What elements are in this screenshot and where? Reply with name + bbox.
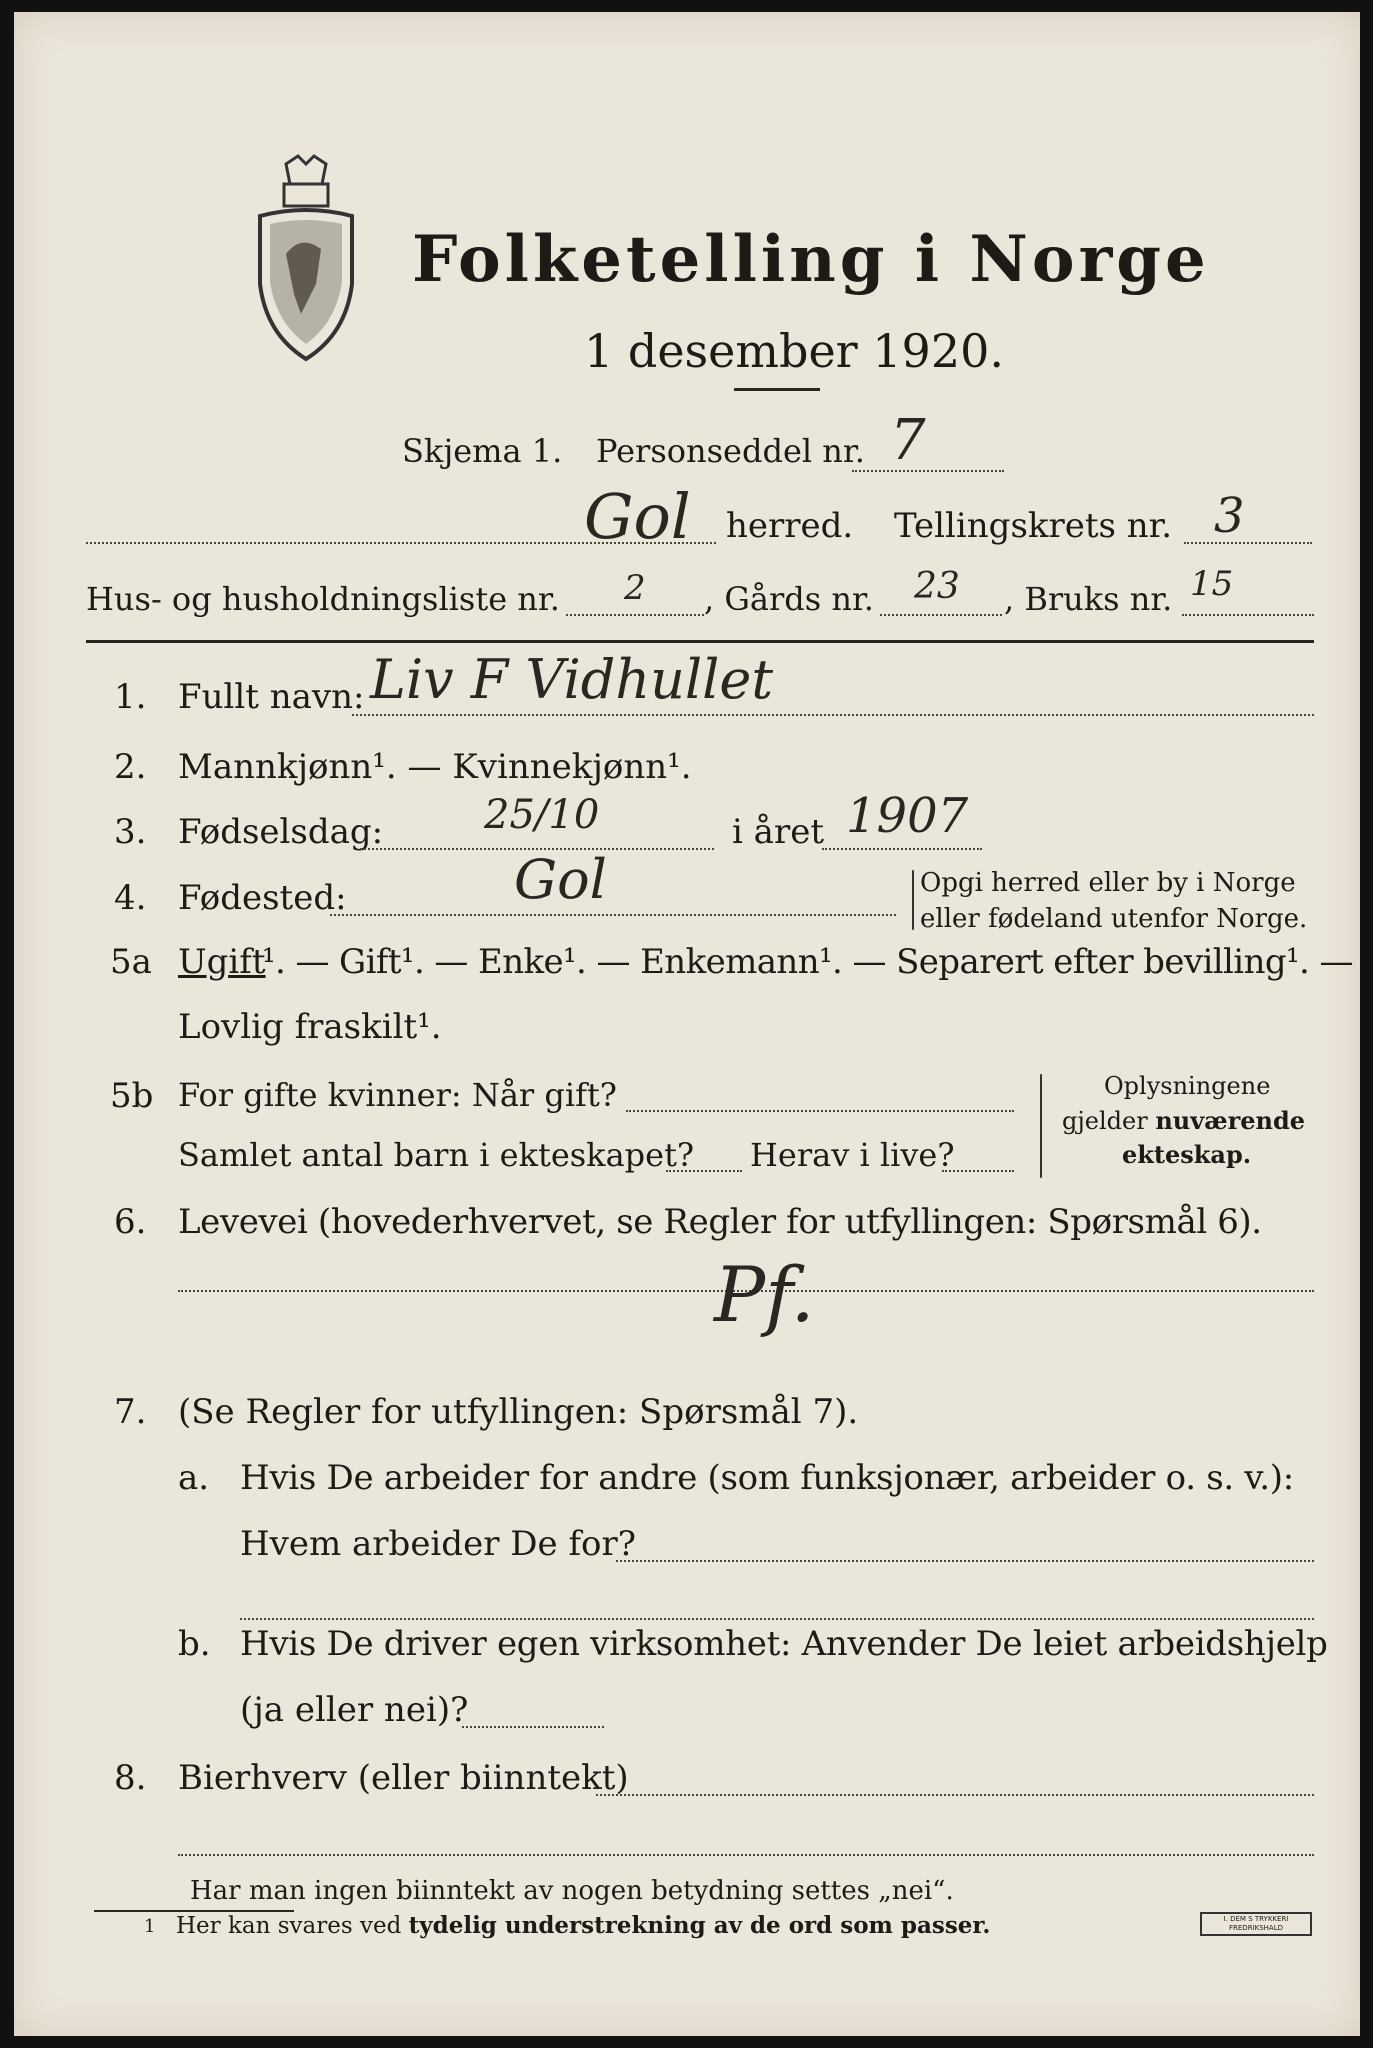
gards-value: 23	[914, 566, 960, 607]
q4-number: 4.	[114, 878, 147, 918]
q7a-line1: Hvis De arbeider for andre (som funksjonær, arbeider o. s. v.):	[240, 1458, 1294, 1498]
q1-line	[352, 714, 1314, 716]
bruks-line	[1182, 614, 1314, 616]
skjema-label: Skjema 1.	[402, 432, 563, 470]
q4-value: Gol	[514, 848, 607, 911]
q5b-children-label: Samlet antal barn i ekteskapet?	[178, 1136, 695, 1174]
q5b-alive-line	[942, 1170, 1014, 1172]
q8-extra-line	[178, 1854, 1314, 1856]
q8-label: Bierhverv (eller biinntekt)	[178, 1758, 629, 1798]
bruks-label: , Bruks nr.	[1004, 580, 1173, 618]
form-title: Folketelling i Norge	[412, 222, 1210, 297]
title-divider	[734, 388, 820, 391]
hus-value: 2	[624, 568, 646, 608]
q7-number: 7.	[114, 1392, 147, 1432]
q5b-children-line	[666, 1170, 742, 1172]
q8-line	[596, 1794, 1314, 1796]
q5b-note1: Oplysningene	[1104, 1072, 1271, 1100]
q1-value: Liv F Vidhullet	[370, 648, 774, 711]
gards-label: , Gårds nr.	[704, 580, 874, 618]
footnote-text-a: Her kan svares ved	[176, 1913, 409, 1939]
tellingskrets-line	[1184, 542, 1312, 544]
q6-number: 6.	[114, 1202, 147, 1242]
q5b-line1: For gifte kvinner: Når gift?	[178, 1076, 617, 1114]
q6-label: Levevei (hovederhvervet, se Regler for utfyllingen: Spørsmål 6).	[178, 1202, 1262, 1242]
hus-label: Hus- og husholdningsliste nr.	[86, 580, 560, 618]
printer-stamp-line2: FREDRIKSHALD	[1228, 1924, 1283, 1932]
q7-label: (Se Regler for utfyllingen: Spørsmål 7).	[178, 1392, 859, 1432]
q3-year-label: i året	[732, 812, 824, 852]
q5b-alive-label: Herav i live?	[750, 1136, 955, 1174]
q7a-extra-line	[240, 1618, 1314, 1620]
printer-stamp-line1: I. DEM S TRYKKERI	[1223, 1915, 1289, 1923]
q3-year-value: 1907	[846, 788, 969, 844]
bruks-value: 15	[1190, 564, 1234, 604]
form-date: 1 desember 1920.	[584, 324, 1004, 378]
q4-line	[330, 914, 896, 916]
q2-label: Mannkjønn¹. — Kvinnekjønn¹.	[178, 747, 692, 787]
q8-number: 8.	[114, 1758, 147, 1798]
footer-note: Har man ingen biinntekt av nogen betydning settes „nei“.	[190, 1876, 954, 1906]
q5b-note3: ekteskap.	[1122, 1140, 1252, 1169]
q7b-line2: (ja eller nei)?	[240, 1690, 469, 1730]
q7b-line1: Hvis De driver egen virksomhet: Anvender De leiet arbeidshjelp	[240, 1624, 1328, 1664]
footnote-text	[176, 1912, 990, 1939]
printer-stamp	[1200, 1912, 1312, 1936]
personseddel-label: Personseddel nr.	[596, 432, 865, 470]
q7a-line2: Hvem arbeider De for?	[240, 1524, 636, 1564]
q5b-note-brace	[1040, 1074, 1042, 1178]
q5b-note2a: gjelder	[1062, 1107, 1156, 1135]
q3-day-value: 25/10	[484, 792, 600, 838]
q5b-note2b: nuværende	[1155, 1106, 1306, 1135]
hus-line	[566, 614, 704, 616]
footnote-number: 1	[144, 1916, 156, 1937]
q5a-options: ¹. — Gift¹. — Enke¹. — Enkemann¹. — Separert efter bevilling¹. —	[262, 942, 1353, 982]
q1-number: 1.	[114, 677, 147, 717]
q3-number: 3.	[114, 812, 147, 852]
q3-year-line	[822, 848, 982, 850]
q7a-line	[616, 1560, 1314, 1562]
tellingskrets-label: Tellingskrets nr.	[894, 506, 1173, 546]
q6-value: Pf.	[714, 1250, 815, 1339]
q4-note-line2: eller fødeland utenfor Norge.	[920, 904, 1308, 934]
q1-label: Fullt navn:	[178, 677, 365, 717]
q5a-line2: Lovlig fraskilt¹.	[178, 1007, 442, 1047]
q4-note-brace	[912, 870, 914, 930]
q5b-married-line	[626, 1110, 1014, 1112]
tellingskrets-value: 3	[1214, 488, 1245, 544]
q5a-number: 5a	[110, 942, 152, 982]
coat-of-arms-icon	[246, 154, 366, 364]
q2-number: 2.	[114, 747, 147, 787]
q7b-line	[462, 1726, 604, 1728]
gards-line	[880, 614, 1002, 616]
q7a-number: a.	[178, 1458, 210, 1498]
personseddel-value: 7	[890, 408, 926, 473]
q5b-number: 5b	[110, 1076, 154, 1116]
header-rule	[86, 640, 1314, 643]
personseddel-line	[852, 470, 1004, 472]
footnote-text-b: tydelig understrekning av de ord som passer.	[408, 1912, 991, 1939]
herred-label: herred.	[726, 506, 854, 546]
q5b-note2	[1062, 1106, 1305, 1135]
herred-value: Gol	[584, 480, 691, 553]
q5a-ugift: Ugift	[178, 942, 266, 982]
census-form	[14, 12, 1360, 2036]
q7b-number: b.	[178, 1624, 211, 1664]
q4-note-line1: Opgi herred eller by i Norge	[920, 868, 1296, 898]
q4-label: Fødested:	[178, 878, 347, 918]
q3-label: Fødselsdag:	[178, 812, 384, 852]
